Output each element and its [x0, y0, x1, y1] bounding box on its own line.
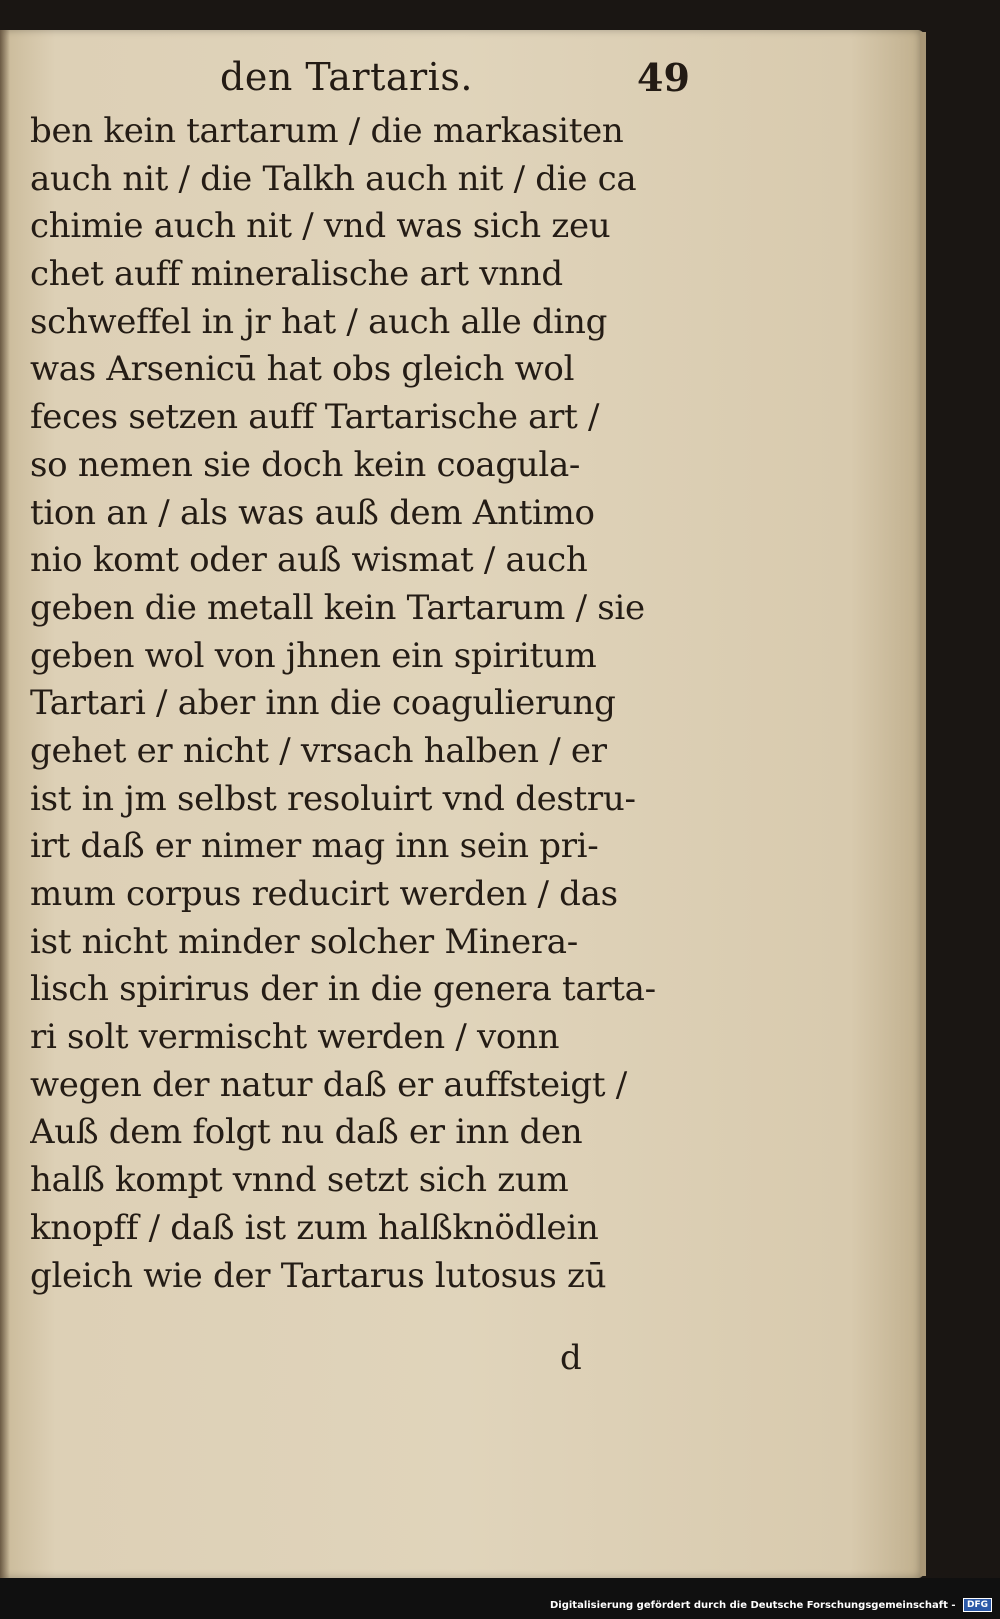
text-line: irt daß er nimer mag inn sein pri- — [30, 826, 599, 867]
page-edge — [920, 32, 926, 1576]
text-line: chimie auch nit / vnd was sich zeu — [30, 206, 611, 247]
text-line: Tartari / aber inn die coagulierung — [30, 683, 616, 724]
text-line: gehet er nicht / vrsach halben / er — [30, 730, 607, 771]
text-line: ben kein tartarum / die markasiten — [30, 111, 624, 151]
digitization-credit — [550, 1598, 992, 1612]
body-text — [30, 108, 702, 1300]
text-line: gleich wie der Tartarus lutosus zū — [30, 1255, 607, 1296]
text-line: ri solt vermischt werden / vonn — [30, 1017, 560, 1058]
text-line: geben wol von jhnen ein spiritum — [30, 635, 597, 676]
text-line: ist in jm selbst resoluirt vnd destru- — [30, 778, 636, 819]
credit-text: Digitalisierung gefördert durch die Deutsche Forschungsgemeinschaft - — [549, 1600, 956, 1611]
text-line: chet auff mineralische art vnnd — [30, 254, 563, 295]
text-line: nio komt oder auß wismat / auch — [30, 540, 588, 581]
text-line: so nemen sie doch kein coagula- — [30, 444, 581, 485]
dfg-logo-icon: DFG — [963, 1598, 992, 1612]
text-line: feces setzen auff Tartarische art / — [30, 397, 600, 438]
text-line: wegen der natur daß er auffsteigt / — [30, 1064, 627, 1105]
text-line: ist nicht minder solcher Minera- — [30, 921, 578, 962]
text-line: mum corpus reducirt werden / das — [30, 874, 618, 914]
running-head: den Tartaris. — [220, 55, 473, 99]
text-line: was Arsenicū hat obs gleich wol — [30, 349, 575, 390]
catchword: d — [560, 1338, 582, 1378]
text-line: halß kompt vnnd setzt sich zum — [30, 1160, 569, 1201]
text-line: Auß dem folgt nu daß er inn den — [30, 1112, 583, 1153]
text-line: knopff / daß ist zum halßknödlein — [30, 1207, 599, 1248]
text-line: tion an / als was auß dem Antimo — [30, 492, 595, 533]
text-line: schweffel in jr hat / auch alle ding — [30, 301, 608, 342]
page-header — [0, 55, 924, 105]
page-number: 49 — [637, 55, 690, 100]
text-line: geben die metall kein Tartarum / sie — [30, 587, 645, 628]
text-line: lisch spirirus der in die genera tarta- — [30, 969, 656, 1010]
text-line: auch nit / die Talkh auch nit / die ca — [30, 158, 637, 199]
